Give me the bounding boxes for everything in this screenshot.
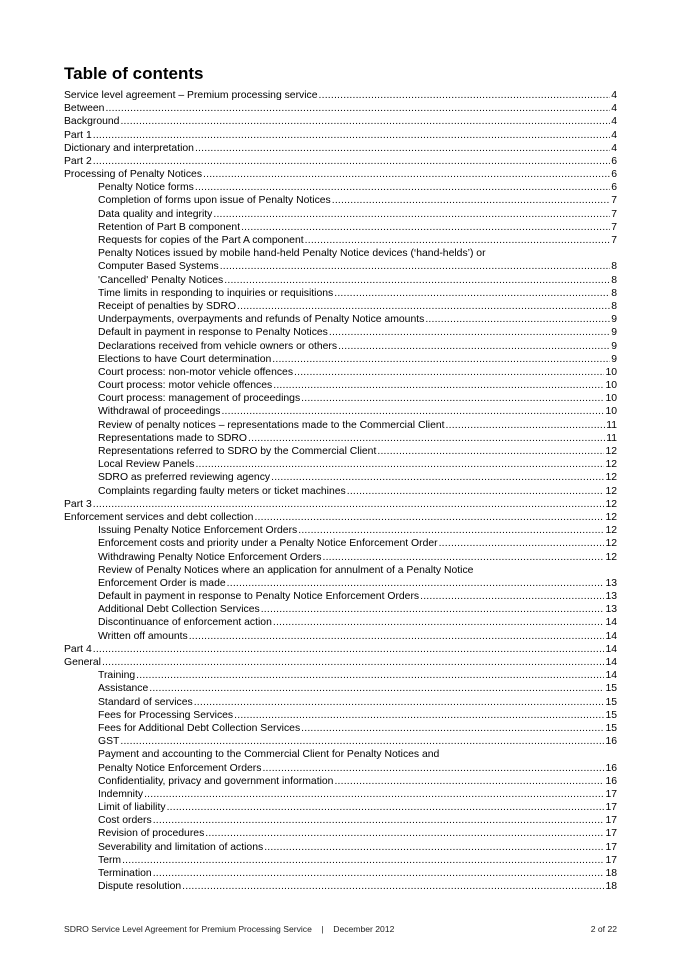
toc-entry[interactable] <box>64 722 617 735</box>
toc-dot-leader <box>262 762 604 775</box>
toc-entry-page-number[interactable]: 8 <box>611 261 617 273</box>
toc-entry-title[interactable]: Withdrawing Penalty Notice Enforcement Orders <box>98 551 322 563</box>
toc-dot-leader <box>105 102 610 115</box>
toc-entry[interactable] <box>64 880 617 893</box>
toc-entry[interactable] <box>64 208 617 221</box>
toc-dot-leader <box>93 129 610 142</box>
toc-dot-leader <box>153 867 605 880</box>
toc-entry-page-number[interactable]: 6 <box>611 169 617 181</box>
toc-entry[interactable] <box>64 247 617 260</box>
toc-dot-leader <box>338 340 610 353</box>
toc-entry-title[interactable]: Termination <box>98 868 152 880</box>
toc-entry-page-number[interactable]: 14 <box>605 657 617 669</box>
toc-dot-leader <box>264 841 604 854</box>
toc-entry[interactable] <box>64 590 617 603</box>
toc-entry-title[interactable]: Assistance <box>98 683 149 695</box>
toc-entry[interactable] <box>64 669 617 682</box>
toc-entry[interactable] <box>64 828 617 841</box>
toc-entry-page-number[interactable]: 4 <box>611 89 617 101</box>
toc-dot-leader <box>347 485 605 498</box>
toc-entry-title[interactable]: Representations made to SDRO <box>98 432 248 444</box>
toc-entry-page-number[interactable]: 13 <box>605 591 617 603</box>
toc-entry-page-number[interactable]: 16 <box>605 736 617 748</box>
toc-entry-page-number[interactable]: 9 <box>611 314 617 326</box>
toc-dot-leader <box>195 458 604 471</box>
toc-dot-leader <box>334 775 604 788</box>
toc-entry[interactable] <box>64 419 617 432</box>
toc-entry-title[interactable]: Declarations received from vehicle owners or others <box>98 340 338 352</box>
toc-entry-title[interactable]: Fees for Additional Debt Collection Services <box>98 722 301 734</box>
toc-entry[interactable] <box>64 577 617 590</box>
toc-entry[interactable] <box>64 603 617 616</box>
toc-entry[interactable] <box>64 300 617 313</box>
toc-entry-title[interactable]: Data quality and integrity <box>98 208 213 220</box>
toc-entry[interactable] <box>64 617 617 630</box>
toc-entry[interactable] <box>64 524 617 537</box>
toc-dot-leader <box>203 168 610 181</box>
toc-entry[interactable] <box>64 142 617 155</box>
toc-entry-title[interactable]: Default in payment in response to Penalty Notices <box>98 327 328 339</box>
toc-dot-leader <box>93 155 610 168</box>
toc-entry-title[interactable]: 'Cancelled' Penalty Notices <box>98 274 224 286</box>
toc-entry-title[interactable]: Payment and accounting to the Commercial Client for Penalty Notices and <box>98 749 440 761</box>
toc-dot-leader <box>227 577 605 590</box>
toc-entry[interactable] <box>64 326 617 339</box>
toc-entry-title[interactable]: Revision of procedures <box>98 828 205 840</box>
footer-page-number: 2 of 22 <box>590 924 617 934</box>
toc-dot-leader <box>241 221 610 234</box>
toc-entry-title[interactable]: Service level agreement – Premium processing service <box>64 89 318 101</box>
toc-dot-leader <box>272 353 610 366</box>
toc-entry[interactable] <box>64 841 617 854</box>
toc-entry[interactable] <box>64 221 617 234</box>
toc-entry-title[interactable]: Computer Based Systems <box>98 261 219 273</box>
page-footer <box>64 924 617 935</box>
toc-entry-title[interactable]: Processing of Penalty Notices <box>64 169 203 181</box>
toc-dot-leader <box>323 551 605 564</box>
toc-entry-title[interactable]: Enforcement services and debt collection <box>64 511 254 523</box>
toc-entry-title[interactable]: Enforcement Order is made <box>98 577 226 589</box>
toc-entry-page-number[interactable]: 9 <box>611 340 617 352</box>
toc-entry-page-number[interactable]: 17 <box>605 802 617 814</box>
toc-entry-page-number[interactable]: 10 <box>605 406 617 418</box>
toc-entry[interactable] <box>64 656 617 669</box>
toc-entry-page-number[interactable]: 10 <box>605 366 617 378</box>
toc-entry-title[interactable]: Background <box>64 116 120 128</box>
toc-entry[interactable] <box>64 89 617 102</box>
toc-entry-page-number[interactable]: 7 <box>611 221 617 233</box>
toc-entry[interactable] <box>64 406 617 419</box>
toc-dot-leader <box>205 827 604 840</box>
toc-dot-leader <box>221 405 604 418</box>
toc-entry[interactable] <box>64 867 617 880</box>
toc-entry-page-number[interactable]: 15 <box>605 709 617 721</box>
toc-entry[interactable] <box>64 274 617 287</box>
toc-entry[interactable] <box>64 854 617 867</box>
toc-entry[interactable] <box>64 260 617 273</box>
toc-entry-title[interactable]: Withdrawal of proceedings <box>98 406 221 418</box>
toc-dot-leader <box>224 274 610 287</box>
toc-entry-title[interactable]: Complaints regarding faulty meters or ticket machines <box>98 485 346 497</box>
toc-entry-title[interactable]: Court process: non-motor vehicle offences <box>98 366 294 378</box>
toc-entry-page-number[interactable]: 16 <box>605 762 617 774</box>
toc-entry-title[interactable]: Time limits in responding to inquiries or requisitions <box>98 287 334 299</box>
footer-document-info <box>64 924 394 935</box>
toc-dot-leader <box>332 194 610 207</box>
toc-entry-title[interactable]: Requests for copies of the Part A component <box>98 235 304 247</box>
footer-separator: | <box>321 924 324 934</box>
toc-entry-title[interactable]: Penalty Notices issued by mobile hand-held Penalty Notice devices (‘hand-helds’) or <box>98 248 486 260</box>
toc-entry[interactable] <box>64 340 617 353</box>
toc-entry-title[interactable]: Dispute resolution <box>98 881 182 893</box>
toc-dot-leader <box>334 287 610 300</box>
toc-entry-title[interactable]: Discontinuance of enforcement action <box>98 617 272 629</box>
toc-entry[interactable] <box>64 682 617 695</box>
toc-entry-title[interactable]: Receipt of penalties by SDRO <box>98 300 237 312</box>
toc-entry-page-number[interactable]: 17 <box>605 815 617 827</box>
toc-entry[interactable] <box>64 181 617 194</box>
toc-entry-page-number[interactable]: 12 <box>605 511 617 523</box>
toc-entry-page-number[interactable]: 14 <box>605 630 617 642</box>
toc-entry-title[interactable]: Enforcement costs and priority under a Penalty Notice Enforcement Order <box>98 538 438 550</box>
toc-entry-title[interactable]: Review of Penalty Notices where an application for annulment of a Penalty Notice <box>98 564 474 576</box>
toc-entry[interactable] <box>64 511 617 524</box>
toc-dot-leader <box>305 234 611 247</box>
toc-dot-leader <box>298 524 604 537</box>
toc-entry-page-number[interactable]: 4 <box>611 116 617 128</box>
toc-entry[interactable] <box>64 353 617 366</box>
toc-dot-leader <box>261 603 605 616</box>
toc-dot-leader <box>254 511 604 524</box>
toc-entry-title[interactable]: Additional Debt Collection Services <box>98 604 260 616</box>
toc-dot-leader <box>194 696 605 709</box>
toc-entry[interactable] <box>64 195 617 208</box>
toc-entry-page-number[interactable]: 13 <box>605 604 617 616</box>
toc-entry[interactable] <box>64 379 617 392</box>
toc-dot-leader <box>102 656 604 669</box>
toc-entry-title[interactable]: Completion of forms upon issue of Penalty Notices <box>98 195 331 207</box>
toc-entry-page-number[interactable]: 4 <box>611 129 617 141</box>
toc-dot-leader <box>319 89 611 102</box>
toc-entry[interactable] <box>64 748 617 761</box>
toc-dot-leader <box>195 181 610 194</box>
toc-entry-page-number[interactable]: 4 <box>611 142 617 154</box>
footer-date: December 2012 <box>333 924 395 934</box>
toc-entry[interactable] <box>64 366 617 379</box>
toc-entry-page-number[interactable]: 7 <box>611 195 617 207</box>
toc-entry-page-number[interactable]: 7 <box>611 235 617 247</box>
toc-entry[interactable] <box>64 445 617 458</box>
toc-dot-leader <box>213 208 610 221</box>
toc-entry-title[interactable]: Underpayments, overpayments and refunds of Penalty Notice amounts <box>98 314 425 326</box>
toc-entry-page-number[interactable]: 11 <box>606 419 617 431</box>
toc-entry[interactable] <box>64 814 617 827</box>
toc-dot-leader <box>420 590 604 603</box>
toc-dot-leader <box>425 313 610 326</box>
toc-entry-page-number[interactable]: 16 <box>605 775 617 787</box>
toc-entry[interactable] <box>64 313 617 326</box>
toc-entry-title[interactable]: Written off amounts <box>98 630 188 642</box>
toc-entry-page-number[interactable]: 15 <box>605 683 617 695</box>
toc-dot-leader <box>120 115 610 128</box>
toc-dot-leader <box>301 392 604 405</box>
toc-entry[interactable] <box>64 287 617 300</box>
toc-entry[interactable] <box>64 234 617 247</box>
toc-entry[interactable] <box>64 498 617 511</box>
toc-entry-title[interactable]: Severability and limitation of actions <box>98 841 264 853</box>
toc-entry[interactable] <box>64 155 617 168</box>
toc-list <box>64 89 617 893</box>
toc-entry-title[interactable]: Standard of services <box>98 696 193 708</box>
toc-entry-page-number[interactable]: 17 <box>605 828 617 840</box>
toc-entry-page-number[interactable]: 4 <box>611 103 617 115</box>
toc-entry-page-number[interactable]: 8 <box>611 274 617 286</box>
toc-entry-page-number[interactable]: 17 <box>605 841 617 853</box>
toc-dot-leader <box>93 498 605 511</box>
toc-entry-page-number[interactable]: 12 <box>605 551 617 563</box>
toc-entry-title[interactable]: Cost orders <box>98 815 152 827</box>
toc-entry[interactable] <box>64 643 617 656</box>
toc-entry[interactable] <box>64 709 617 722</box>
toc-entry-page-number[interactable]: 12 <box>605 538 617 550</box>
toc-entry[interactable] <box>64 485 617 498</box>
toc-dot-leader <box>153 814 605 827</box>
toc-entry[interactable] <box>64 551 617 564</box>
toc-entry-page-number[interactable]: 15 <box>605 722 617 734</box>
toc-entry[interactable] <box>64 537 617 550</box>
toc-entry-title[interactable]: Part 4 <box>64 643 92 655</box>
toc-entry-page-number[interactable]: 13 <box>605 577 617 589</box>
toc-entry-page-number[interactable]: 14 <box>605 617 617 629</box>
toc-entry-title[interactable]: Review of penalty notices – representations made to the Commercial Client <box>98 419 445 431</box>
toc-entry-page-number[interactable]: 6 <box>611 155 617 167</box>
toc-entry-title[interactable]: Between <box>64 103 105 115</box>
toc-dot-leader <box>271 471 604 484</box>
toc-entry-title[interactable]: Part 1 <box>64 129 92 141</box>
toc-entry-page-number[interactable]: 6 <box>611 182 617 194</box>
toc-entry-page-number[interactable]: 9 <box>611 353 617 365</box>
toc-entry-title[interactable]: Retention of Part B component <box>98 221 241 233</box>
toc-entry[interactable] <box>64 735 617 748</box>
toc-entry-title[interactable]: GST <box>98 736 120 748</box>
toc-dot-leader <box>195 142 610 155</box>
toc-entry-title[interactable]: Court process: management of proceedings <box>98 393 301 405</box>
toc-dot-leader <box>237 300 610 313</box>
toc-entry-page-number[interactable]: 15 <box>605 696 617 708</box>
toc-entry-page-number[interactable]: 14 <box>605 643 617 655</box>
toc-entry-page-number[interactable]: 14 <box>605 670 617 682</box>
toc-dot-leader <box>93 643 605 656</box>
toc-entry-title[interactable]: Penalty Notice forms <box>98 182 194 194</box>
toc-entry[interactable] <box>64 115 617 128</box>
toc-entry-page-number[interactable]: 12 <box>605 472 617 484</box>
toc-dot-leader <box>189 630 605 643</box>
toc-entry-title[interactable]: Local Review Panels <box>98 459 195 471</box>
toc-entry-page-number[interactable]: 12 <box>605 498 617 510</box>
toc-entry-title[interactable]: Representations referred to SDRO by the Commercial Client <box>98 446 377 458</box>
toc-entry-title[interactable]: Limit of liability <box>98 802 166 814</box>
toc-dot-leader <box>234 709 604 722</box>
toc-entry-page-number[interactable]: 18 <box>605 881 617 893</box>
toc-entry[interactable] <box>64 471 617 484</box>
toc-entry-title[interactable]: Fees for Processing Services <box>98 709 234 721</box>
toc-heading: Table of contents <box>64 64 204 83</box>
toc-entry[interactable] <box>64 432 617 445</box>
toc-entry-page-number[interactable]: 7 <box>611 208 617 220</box>
toc-dot-leader <box>329 326 610 339</box>
toc-dot-leader <box>144 788 604 801</box>
toc-entry[interactable] <box>64 129 617 142</box>
toc-dot-leader <box>294 366 604 379</box>
toc-entry-title[interactable]: Indemnity <box>98 788 144 800</box>
toc-entry-page-number[interactable]: 8 <box>611 300 617 312</box>
toc-entry[interactable] <box>64 458 617 471</box>
toc-entry-title[interactable]: Default in payment in response to Penalty Notice Enforcement Orders <box>98 591 420 603</box>
toc-entry[interactable] <box>64 762 617 775</box>
toc-entry-title[interactable]: Part 2 <box>64 155 92 167</box>
toc-entry-title[interactable]: General <box>64 657 101 669</box>
toc-dot-leader <box>136 669 604 682</box>
toc-dot-leader <box>122 854 604 867</box>
toc-entry-page-number[interactable]: 11 <box>606 432 617 444</box>
toc-entry-title[interactable]: Part 3 <box>64 498 92 510</box>
toc-dot-leader <box>446 419 606 432</box>
toc-entry-title[interactable]: Court process: motor vehicle offences <box>98 380 273 392</box>
toc-entry[interactable] <box>64 102 617 115</box>
toc-dot-leader <box>248 432 605 445</box>
toc-entry-page-number[interactable]: 12 <box>605 485 617 497</box>
toc-entry-page-number[interactable]: 12 <box>605 459 617 471</box>
toc-dot-leader <box>167 801 605 814</box>
footer-title: SDRO Service Level Agreement for Premium Processing Service <box>64 924 312 934</box>
toc-dot-leader <box>120 735 604 748</box>
toc-entry-title[interactable]: Penalty Notice Enforcement Orders <box>98 762 262 774</box>
toc-entry-title[interactable]: Elections to have Court determination <box>98 353 272 365</box>
toc-entry-page-number[interactable]: 18 <box>605 868 617 880</box>
toc-entry[interactable] <box>64 168 617 181</box>
toc-entry-page-number[interactable]: 10 <box>605 380 617 392</box>
toc-entry-title[interactable]: Dictionary and interpretation <box>64 142 194 154</box>
toc-dot-leader <box>220 260 611 273</box>
toc-dot-leader <box>301 722 604 735</box>
toc-entry-title[interactable]: Training <box>98 670 136 682</box>
toc-dot-leader <box>182 880 604 893</box>
toc-entry-page-number[interactable]: 9 <box>611 327 617 339</box>
toc-entry[interactable] <box>64 564 617 577</box>
toc-entry[interactable] <box>64 775 617 788</box>
toc-dot-leader <box>439 537 605 550</box>
toc-entry[interactable] <box>64 696 617 709</box>
toc-dot-leader <box>377 445 604 458</box>
toc-entry-title[interactable]: Term <box>98 854 122 866</box>
toc-entry[interactable] <box>64 630 617 643</box>
toc-entry-page-number[interactable]: 8 <box>611 287 617 299</box>
toc-entry-page-number[interactable]: 10 <box>605 393 617 405</box>
toc-entry-title[interactable]: SDRO as preferred reviewing agency <box>98 472 271 484</box>
toc-entry-title[interactable]: Issuing Penalty Notice Enforcement Orders <box>98 525 298 537</box>
toc-entry-page-number[interactable]: 17 <box>605 854 617 866</box>
toc-dot-leader <box>273 616 605 629</box>
toc-dot-leader <box>273 379 604 392</box>
toc-dot-leader <box>149 682 604 695</box>
toc-entry[interactable] <box>64 392 617 405</box>
toc-entry-page-number[interactable]: 17 <box>605 788 617 800</box>
toc-entry-page-number[interactable]: 12 <box>605 525 617 537</box>
toc-entry-page-number[interactable]: 12 <box>605 446 617 458</box>
toc-entry[interactable] <box>64 801 617 814</box>
toc-entry[interactable] <box>64 788 617 801</box>
toc-entry-title[interactable]: Confidentiality, privacy and government information <box>98 775 334 787</box>
